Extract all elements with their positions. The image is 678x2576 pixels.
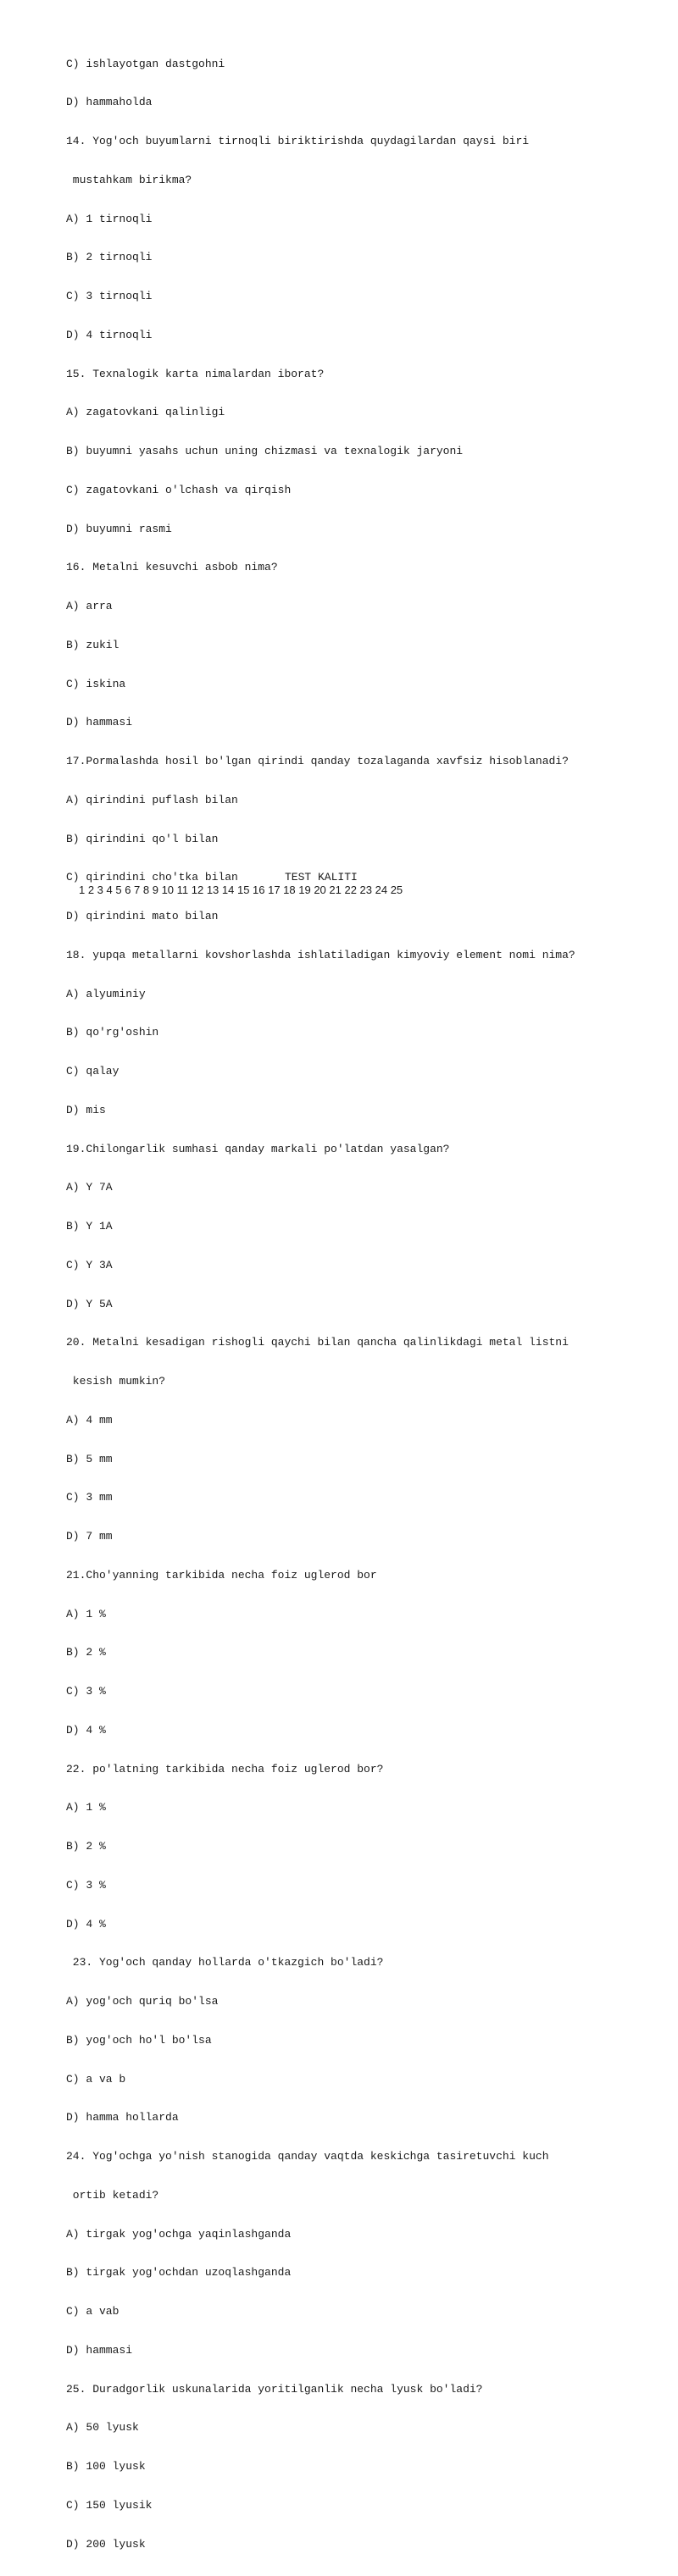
answer-option: C) qalay (66, 1065, 119, 1077)
answer-option: D) 7 mm (66, 1530, 113, 1543)
answer-option: D) 4 tirnoqli (66, 328, 153, 341)
question-line: 20. Metalni kesadigan rishogli qaychi bilan qancha qalinlikdagi metal listni (66, 1336, 569, 1349)
answer-option: B) 2 % (66, 1840, 106, 1853)
answer-option: B) zukil (66, 638, 119, 651)
answer-option: D) 200 lyusk (66, 2537, 146, 2551)
answer-option: B) 2 % (66, 1646, 106, 1659)
question-line: 22. po'latning tarkibida necha foiz uglerod bor? (66, 1762, 384, 1776)
answer-option: B) tirgak yog'ochdan uzoqlashganda (66, 2266, 292, 2280)
answer-key-title: TEST KALITI (285, 871, 358, 884)
answer-option: A) yog'och quriq bo'lsa (66, 1995, 219, 2008)
answer-option: D) hamma hollarda (66, 2111, 179, 2125)
answer-option: C) 3 mm (66, 1491, 113, 1504)
answer-option: B) buyumni yasahs uchun uning chizmasi va texnalogik jaryoni (66, 445, 464, 457)
answer-option: B) 2 tirnoqli (66, 251, 153, 264)
answer-option: C) Y 3A (66, 1258, 113, 1271)
answer-option: C) 150 lyusik (66, 2498, 153, 2512)
answer-key-numbers: 1 2 3 4 5 6 7 8 9 10 11 12 13 14 15 16 17 18 19 20 21 22 23 24 25 (79, 884, 403, 896)
answer-option: A) 1 % (66, 1801, 106, 1814)
answer-option: A) arra (66, 600, 113, 612)
answer-option: C) qirindini cho'tka bilan (66, 871, 238, 884)
answer-option: D) hammasi (66, 2343, 133, 2357)
answer-option: A) 4 mm (66, 1413, 113, 1426)
answer-option: B) qo'rg'oshin (66, 1026, 159, 1039)
answer-option: D) qirindini mato bilan (66, 910, 219, 922)
answer-option: A) 50 lyusk (66, 2421, 139, 2435)
answer-option: B) qirindini qo'l bilan (66, 832, 219, 845)
answer-option: C) 3 % (66, 1878, 106, 1892)
question-line: 14. Yog'och buyumlarni tirnoqli biriktirishda quydagilardan qaysi biri (66, 135, 530, 147)
answer-option: B) yog'och ho'l bo'lsa (66, 2033, 212, 2047)
question-line: 16. Metalni kesuvchi asbob nima? (66, 561, 278, 574)
text-line: D) hammaholda (66, 96, 153, 109)
question-line: 25. Duradgorlik uskunalarida yoritilganlik necha lyusk bo'ladi? (66, 2382, 483, 2396)
answer-option: A) alyuminiy (66, 987, 146, 1000)
question-line: 24. Yog'ochga yo'nish stanogida qanday vaqtda keskichga tasiretuvchi kuch (66, 2150, 549, 2163)
answer-option: C) 3 % (66, 1685, 106, 1698)
answer-option: A) qirindini puflash bilan (66, 793, 238, 806)
answer-option: A) 1 tirnoqli (66, 212, 153, 225)
question-line: 17.Pormalashda hosil bo'lgan qirindi qanday tozalaganda xavfsiz hisoblanadi? (66, 755, 569, 767)
answer-option: A) Y 7A (66, 1181, 113, 1194)
answer-option: A) tirgak yog'ochga yaqinlashganda (66, 2227, 292, 2241)
question-line: 15. Texnalogik karta nimalardan iborat? (66, 367, 325, 380)
question-line: 18. yupqa metallarni kovshorlashda ishlatiladigan kimyoviy element nomi nima? (66, 948, 575, 961)
question-line: mustahkam birikma? (66, 173, 192, 186)
answer-option: C) a va b (66, 2072, 126, 2086)
question-line: 23. Yog'och qanday hollarda o'tkazgich bo'ladi? (66, 1956, 384, 1969)
answer-option: D) 4 % (66, 1917, 106, 1931)
text-line: C) ishlayotgan dastgohni (66, 57, 225, 70)
answer-option: B) 100 lyusk (66, 2460, 146, 2473)
question-line: 19.Chilongarlik sumhasi qanday markali po'latdan yasalgan? (66, 1142, 450, 1155)
answer-option: C) zagatovkani o'lchash va qirqish (66, 483, 292, 496)
answer-option: D) hammasi (66, 716, 133, 729)
answer-option: A) 1 % (66, 1607, 106, 1620)
answer-option: A) zagatovkani qalinligi (66, 406, 225, 419)
answer-option: D) mis (66, 1103, 106, 1116)
answer-option: B) 5 mm (66, 1452, 113, 1465)
answer-option: C) 3 tirnoqli (66, 290, 153, 302)
answer-option: B) Y 1A (66, 1220, 113, 1233)
answer-option: D) Y 5A (66, 1297, 113, 1310)
answer-option: D) buyumni rasmi (66, 522, 172, 535)
question-line: ortib ketadi? (66, 2188, 159, 2202)
answer-option: C) iskina (66, 677, 126, 690)
answer-option: D) 4 % (66, 1723, 106, 1737)
answer-option: C) a vab (66, 2305, 119, 2318)
question-line: kesish mumkin? (66, 1375, 166, 1388)
test-questions (66, 31, 659, 2576)
question-line: 21.Cho'yanning tarkibida necha foiz uglerod bor (66, 1568, 377, 1582)
